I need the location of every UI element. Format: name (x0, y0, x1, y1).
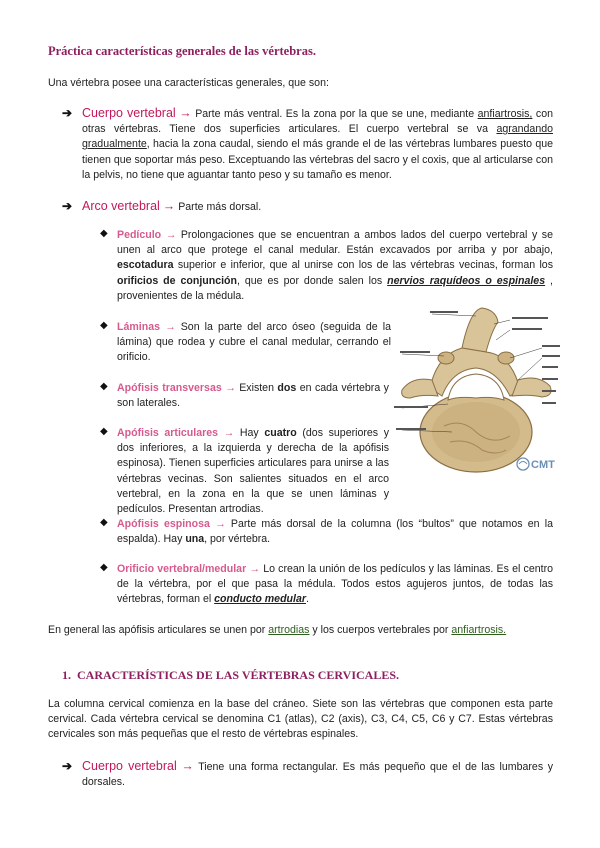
cmt-logo-icon (517, 458, 529, 470)
diamond-bullet-icon: ◆ (100, 320, 108, 331)
cuerpo-text-2: con otras vértebras. Tiene dos superficies articulares. El cuerpo vertebral se va (82, 108, 553, 136)
diamond-bullet-icon: ◆ (100, 562, 108, 573)
orificio-text-2: . (305, 593, 309, 606)
espinosa-text-1: Parte más dorsal de la columna (los “bultos” que notamos en la espalda). Hay (117, 518, 553, 546)
arco-arrow: → (162, 199, 176, 213)
orificio-label: Orificio vertebral/medular (117, 563, 247, 575)
pediculo-nervios: nervios raquídeos o espinales (387, 274, 546, 287)
pediculo-label: Pedículo (117, 229, 162, 241)
arco-text: Parte más dorsal. (175, 201, 262, 213)
laminas-paragraph (117, 320, 391, 366)
articular-process-left (438, 352, 454, 364)
orificio-paragraph (117, 562, 553, 608)
general-link-anfiartrosis: anfiartrosis. (451, 624, 507, 636)
general-text-1: En general las apófisis articulares se unen por (48, 624, 269, 636)
pediculo-paragraph (117, 228, 553, 304)
pediculo-orificios: orificios de conjunción (117, 274, 237, 287)
orificio-conducto: conducto medular (214, 593, 306, 606)
arco-label: Arco vertebral (82, 199, 160, 213)
cmt-logo (517, 458, 555, 471)
cmt-logo-text: CMT (531, 459, 555, 471)
pediculo-arrow: → (165, 229, 177, 241)
articulares-text-2: (dos superiores y dos inferiores, a la izquierda y derecha de la apófisis espinosa). Tienen superficies articulares para unirse a las vértebras vecinas. Son salientes situados en el arco vertebral, en la zona en la que se unen láminas y pedículos. Presentan artrodias. (117, 427, 390, 516)
cuerpo-text-3: , hacia la zona caudal, siendo el más grande el de las vértebras lumbares puesto que tienen que soportar más peso. Exceptuando las vértebras del sacro y el coxis, que al articularse con la pelvis, no tiene que aguantar tanto peso y su tamaño es menor. (82, 138, 553, 181)
cuerpo-arrow: → (179, 106, 192, 120)
transversas-text-1: Existen (235, 382, 278, 394)
cuerpo2-arrow: → (181, 759, 194, 773)
laminas-text: Son la parte del arco óseo (seguida de la lámina) que rodea y cubre el canal medular, cerrando el orificio. (117, 321, 391, 364)
laminas-arrow: → (165, 321, 176, 333)
vertebra-figure (392, 300, 562, 480)
pediculo-text-1: Prolongaciones que se encuentran a ambos lados del cuerpo vertebral y se unen al arco que protege el canal medular. Están excavados por arriba y por abajo, (117, 229, 553, 257)
general-paragraph (48, 623, 506, 638)
espinosa-text-2: , por vértebra. (204, 533, 271, 546)
spinous-process (462, 308, 498, 352)
articulares-cuatro: cuatro (264, 427, 297, 439)
articulares-label: Apófisis articulares (117, 427, 219, 439)
arco-paragraph (82, 199, 261, 215)
section-title: CARACTERÍSTICAS DE LAS VÉRTEBRAS CERVICALES. (77, 668, 400, 682)
articulares-paragraph-wrapped (117, 426, 389, 517)
articular-process-right (498, 352, 514, 364)
general-text-2: y los cuerpos vertebrales por (309, 624, 452, 636)
arrow-icon: ➔ (62, 199, 73, 213)
cuerpo2-text: Tiene una forma rectangular. Es más pequeño que el de las lumbares y dorsales. (82, 761, 553, 789)
espinosa-arrow: → (215, 518, 226, 530)
cuerpo-text-1: Parte más ventral. Es la zona por la que se une, mediante (191, 108, 478, 120)
section-number: 1. (62, 668, 71, 682)
pediculo-escotadura: escotadura (117, 259, 174, 272)
pediculo-text-4: , provenientes de la médula. (117, 274, 553, 302)
espinosa-label: Apófisis espinosa (117, 518, 210, 530)
section-paragraph: La columna cervical comienza en la base del cráneo. Siete son las vértebras que componen esta parte cervical. Cada vértebra cervical se denomina C1 (atlas), C2 (axis), C3, C4, C5, C6 y C7. Estas vértebras cervicales son más pequeñas que el resto de vértebras espinales. (48, 698, 553, 741)
orificio-arrow: → (249, 563, 260, 575)
intro-text: Una vértebra posee una características generales, que son: (48, 77, 329, 89)
diamond-bullet-icon: ◆ (100, 426, 108, 437)
cuerpo-paragraph (82, 106, 553, 183)
articulares-text-1: Hay (234, 427, 265, 439)
diamond-bullet-icon: ◆ (100, 517, 108, 528)
diamond-bullet-icon: ◆ (100, 381, 108, 392)
articulares-arrow: → (223, 427, 235, 439)
arrow-icon: ➔ (62, 106, 73, 120)
transverse-process-right (512, 378, 551, 397)
arrow-icon: ➔ (62, 759, 73, 773)
espinosa-paragraph (117, 517, 553, 547)
cuerpo2-label: Cuerpo vertebral (82, 759, 177, 773)
transversas-dos: dos (277, 382, 297, 394)
transversas-label: Apófisis transversas (117, 382, 222, 394)
transversas-text-2: en cada vértebra y son laterales. (117, 382, 389, 410)
general-link-artrodias: artrodias (268, 624, 310, 636)
pediculo-text-3: , que es por donde salen los (236, 274, 388, 287)
laminas-label: Láminas (117, 321, 160, 333)
espinosa-una: una (185, 533, 205, 546)
cuerpo-link-anfiartrosis: anfiartrosis, (477, 108, 533, 120)
cuerpo-label: Cuerpo vertebral (82, 106, 176, 120)
page-title: Práctica características generales de las vértebras. (48, 44, 316, 58)
section-heading (62, 668, 399, 683)
transversas-arrow: → (225, 382, 236, 394)
pediculo-text-2: superior e inferior, que al unirse con los de las vértebras vecinas, forman los (173, 259, 553, 272)
cuerpo-link-agrandando: agrandando gradualmente (82, 123, 553, 151)
vertebral-foramen (448, 374, 504, 400)
cuerpo2-paragraph (82, 759, 553, 790)
orificio-text-1: Lo crean la unión de los pedículos y las láminas. Es el centro de la vértebra, por el que pasa la médula. Todos estos agujeros juntos, de todas las vértebras, forman el (117, 563, 554, 606)
transverse-process-left (402, 379, 438, 398)
diamond-bullet-icon: ◆ (100, 228, 108, 239)
transversas-paragraph (117, 381, 389, 411)
